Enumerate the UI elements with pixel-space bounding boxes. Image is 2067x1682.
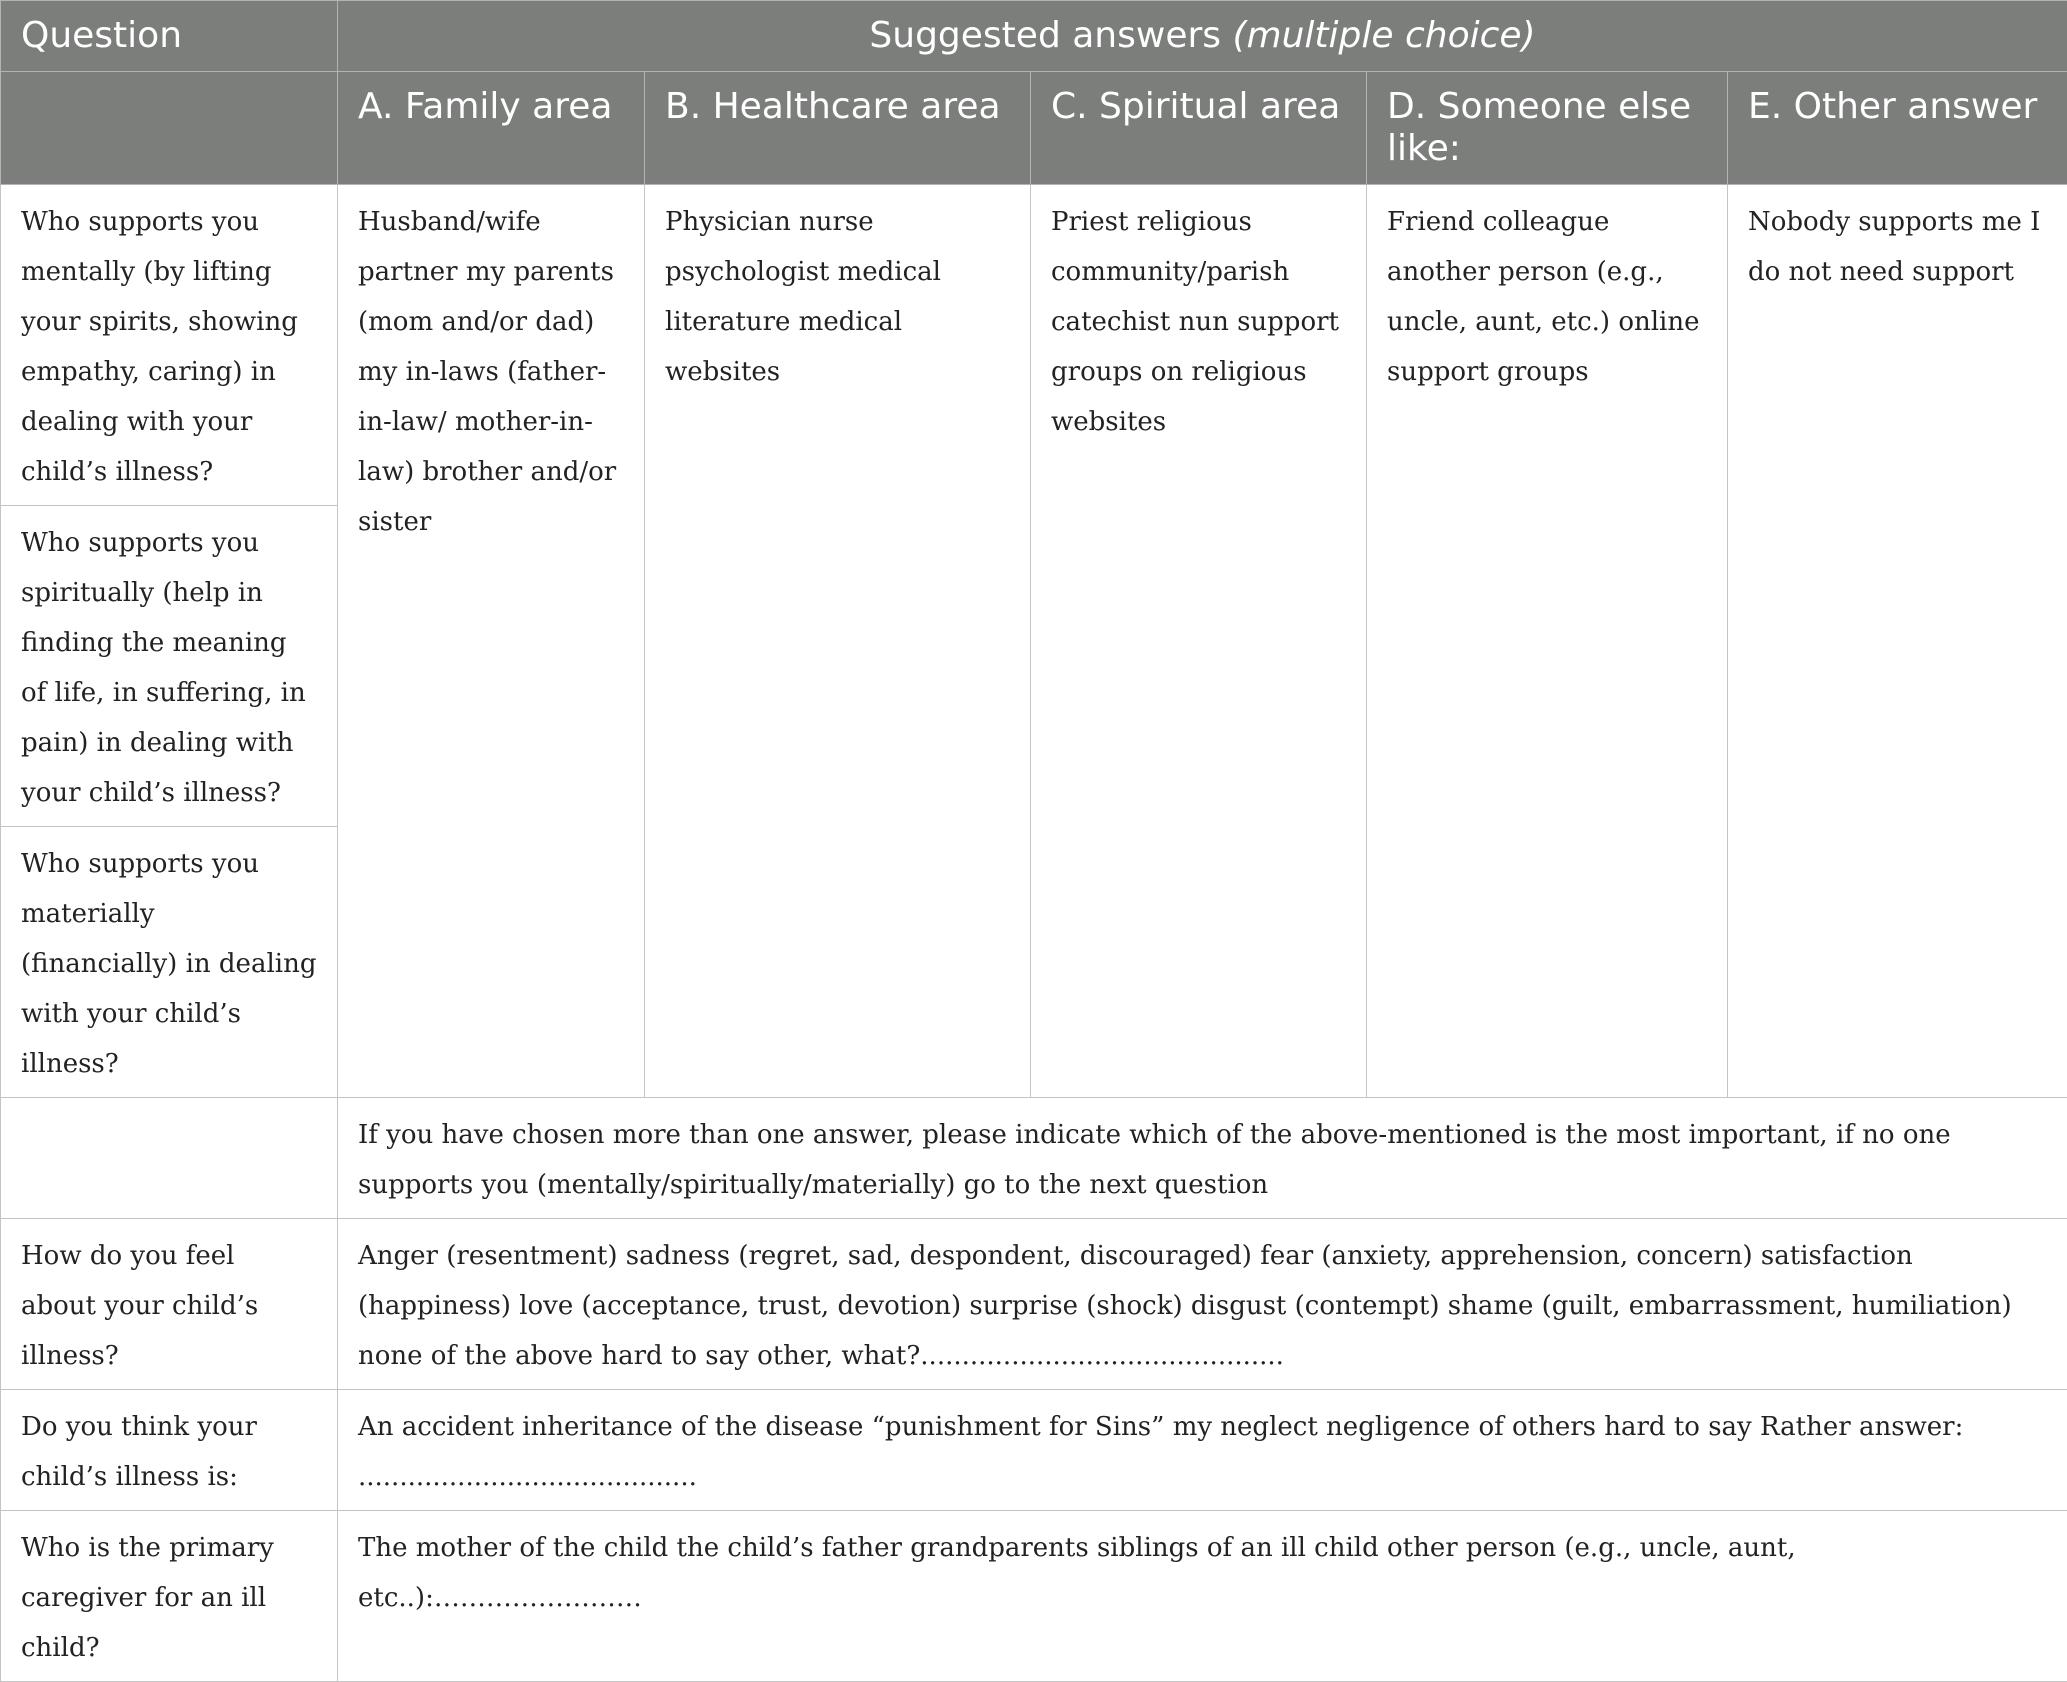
suggested-answers-label: Suggested answers xyxy=(869,15,1221,56)
answer-someone-else: Friend colleague another person (e.g., uncle, aunt, etc.) online support groups xyxy=(1367,185,1728,1098)
answer-feelings: Anger (resentment) sadness (regret, sad, despondent, discouraged) fear (anxiety, apprehension, concern) satisfaction (happiness) love (acceptance, trust, devotion) surprise (shock) disgust (contempt) shame (guilt, embarrassment, humiliation) none of the above hard to say other, what?............................................ xyxy=(338,1219,2067,1390)
table-row xyxy=(1,1098,2067,1219)
empty-header-cell xyxy=(1,72,338,185)
question-illness-cause: Do you think your child’s illness is: xyxy=(1,1390,338,1511)
table-row xyxy=(1,1219,2067,1390)
question-spiritual-support: Who supports you spiritually (help in finding the meaning of life, in suffering, in pain) in dealing with your child’s illness? xyxy=(1,506,338,827)
other-answer-header: E. Other answer xyxy=(1728,72,2067,185)
question-mental-support: Who supports you mentally (by lifting your spirits, showing empathy, caring) in dealing with your child’s illness? xyxy=(1,185,338,506)
multiple-choice-note: (multiple choice) xyxy=(1232,15,1535,56)
table-row xyxy=(1,1390,2067,1511)
table-row xyxy=(1,185,2067,506)
family-area-header: A. Family area xyxy=(338,72,645,185)
header-row xyxy=(1,1,2067,72)
empty-question-cell xyxy=(1,1098,338,1219)
question-primary-caregiver: Who is the primary caregiver for an ill child? xyxy=(1,1511,338,1682)
table-row xyxy=(1,1511,2067,1682)
answer-healthcare-area: Physician nurse psychologist medical literature medical websites xyxy=(645,185,1031,1098)
question-feelings: How do you feel about your child’s illness? xyxy=(1,1219,338,1390)
question-material-support: Who supports you materially (financially) in dealing with your child’s illness? xyxy=(1,827,338,1098)
answer-primary-caregiver: The mother of the child the child’s father grandparents siblings of an ill child other person (e.g., uncle, aunt, etc..):…………………… xyxy=(338,1511,2067,1682)
answer-family-area: Husband/wife partner my parents (mom and/or dad) my in-laws (father-in-law/ mother-in-law) brother and/or sister xyxy=(338,185,645,1098)
spiritual-area-header: C. Spiritual area xyxy=(1031,72,1367,185)
answer-spiritual-area: Priest religious community/parish catechist nun support groups on religious websites xyxy=(1031,185,1367,1098)
answer-other: Nobody supports me I do not need support xyxy=(1728,185,2067,1098)
instruction-note: If you have chosen more than one answer, please indicate which of the above-mentioned is the most important, if no one supports you (mentally/spiritually/materially) go to the next question xyxy=(338,1098,2067,1219)
answer-illness-cause: An accident inheritance of the disease “punishment for Sins” my neglect negligence of others hard to say Rather answer: ......................................... xyxy=(338,1390,2067,1511)
someone-else-header: D. Someone else like: xyxy=(1367,72,1728,185)
question-column-header: Question xyxy=(1,1,338,72)
suggested-answers-header xyxy=(338,1,2067,72)
category-header-row xyxy=(1,72,2067,185)
healthcare-area-header: B. Healthcare area xyxy=(645,72,1031,185)
